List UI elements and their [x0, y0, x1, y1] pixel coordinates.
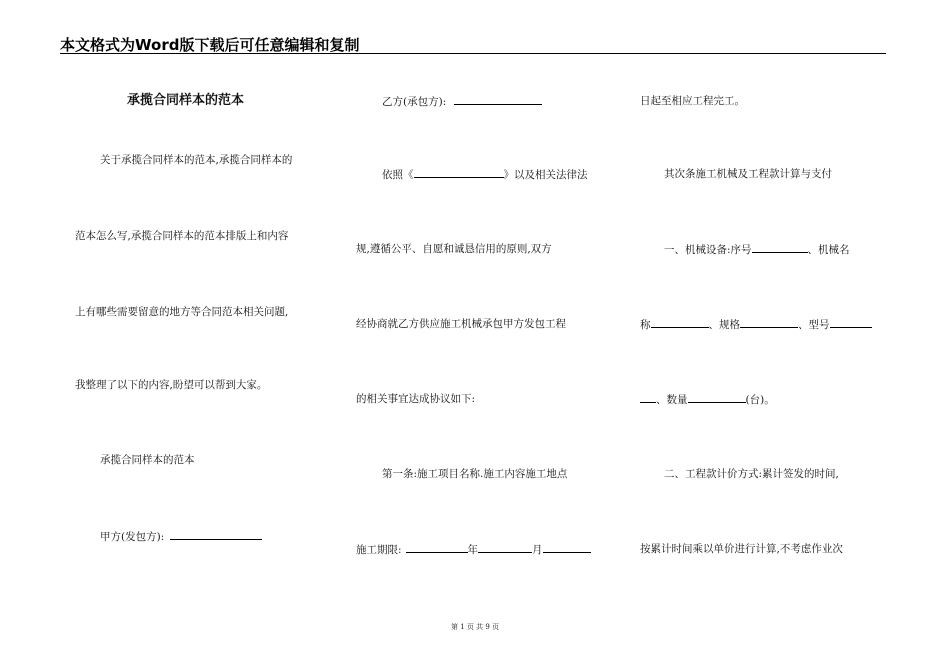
pricing-line: 二、工程款计价方式:累计签发的时间, — [664, 468, 839, 480]
document-title: 承揽合同样本的范本 — [127, 93, 245, 108]
quantity-blank — [688, 392, 746, 403]
paragraph-line: 我整理了以下的内容,盼望可以帮到大家。 — [75, 379, 268, 391]
party-b-line — [382, 94, 542, 109]
paragraph-line: 关于承揽合同样本的范本,承揽合同样本的 — [100, 154, 293, 166]
equipment-name-label: 、机械名 — [807, 244, 850, 256]
column-3 — [636, 0, 886, 672]
model-blank-cont — [640, 392, 656, 403]
spec-blank — [740, 317, 798, 328]
period-line — [356, 542, 591, 557]
period-start-blank — [406, 542, 468, 553]
paragraph-line: 日起至相应工程完工。 — [640, 95, 745, 107]
period-month-blank — [543, 542, 591, 553]
column-1 — [75, 0, 325, 672]
period-month: 月 — [532, 544, 543, 556]
clause-two-line: 其次条施工机械及工程款计算与支付 — [664, 168, 832, 180]
party-b-blank — [454, 94, 542, 105]
spec-label: 、规格 — [708, 319, 740, 331]
equipment-line — [664, 242, 850, 257]
paragraph-line: 经协商就乙方供应施工机械承包甲方发包工程 — [356, 318, 566, 330]
basis-after: 》以及相关法律法 — [503, 169, 588, 181]
paragraph-line: 规,遵循公平、自愿和诚恳信用的原则,双方 — [356, 243, 552, 255]
page-number: 第 1 页 共 9 页 — [450, 623, 500, 631]
model-blank — [830, 317, 872, 328]
paragraph-line: 上有哪些需要留意的地方等合同范本相关问题, — [75, 306, 289, 318]
party-a-blank — [170, 529, 262, 540]
serial-blank — [752, 242, 808, 253]
basis-before: 依照《 — [382, 169, 414, 181]
model-label: 、型号 — [798, 319, 830, 331]
unit-label: (台)。 — [745, 394, 775, 406]
period-year: 年 — [467, 544, 479, 556]
basis-line — [382, 167, 588, 182]
paragraph-line: 按累计时间乘以单价进行计算,不考虑作业次 — [640, 543, 843, 555]
quantity-line — [640, 392, 775, 407]
period-label: 施工期限: — [356, 544, 402, 556]
equipment-label: 一、机械设备:序号 — [664, 244, 752, 256]
party-a-line — [100, 529, 262, 544]
spec-line — [640, 317, 872, 332]
paragraph-line: 的相关事宜达成协议如下: — [356, 393, 476, 405]
paragraph-line: 范本怎么写,承揽合同样本的范本排版上和内容 — [75, 230, 289, 242]
basis-blank — [414, 167, 504, 178]
document-header-title: 本文格式为Word版下载后可任意编辑和复制 — [60, 36, 360, 54]
equipment-name-label-cont: 称 — [640, 319, 651, 331]
paragraph-line: 承揽合同样本的范本 — [100, 454, 195, 466]
party-a-label: 甲方(发包方): — [100, 531, 165, 543]
clause-one-line: 第一条:施工项目名称.施工内容施工地点 — [382, 468, 568, 480]
column-2 — [356, 0, 606, 672]
quantity-label: 、数量 — [656, 394, 688, 406]
period-year-blank — [478, 542, 532, 553]
party-b-label: 乙方(承包方): — [382, 96, 447, 108]
name-blank — [651, 317, 709, 328]
